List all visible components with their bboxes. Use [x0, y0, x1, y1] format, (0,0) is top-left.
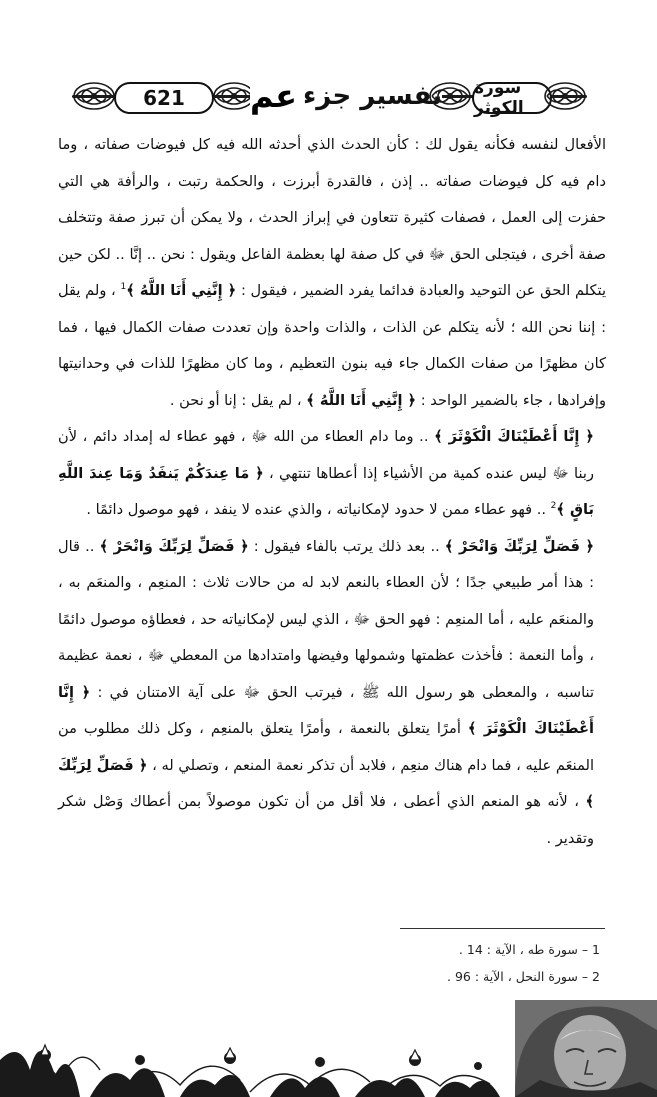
sura-name: سورة الكوثر [472, 82, 552, 114]
right-ornament-icon [543, 80, 587, 112]
page-number: 621 [114, 82, 214, 114]
footnotes [300, 936, 600, 990]
quran-verse: ﴿ فَصَلِّ لِرَبِّكَ ﴾ [58, 756, 595, 810]
footnote-ref-2[interactable]: 2 [550, 501, 557, 512]
paragraph-3-text-d: ، لأنه هو المنعم الذي أعطى ، فلا أقل من أن تكون موصولاً بمن أعطاك وَصْل شكر وتقدير . [58, 793, 594, 847]
quran-verse: ﴿ إِنَّنِي أَنَا اللَّهُ ﴾ [126, 282, 237, 299]
paragraph-3-text-b: .. قال : هذا أمر طبيعي جدًا ؛ لأن العطاء بالنعم لابد له من حالات ثلاث : المنعِم ، والمنعَم به ، والمنعَم عليه ، أما المنعِم : فهو الحق ﷻ ، الذي ليس لإمكانياته حد ، فعطاؤه موصول دائمًا ، وأما النعمة : فأخذت عظمتها وشمولها وفيضها وامتدادها من المعطي ﷻ ، نعمة عظيمة تناسبه ، والمعطى هو رسول الله ﷺ ، فيرتب الحق ﷻ على آية الامتنان في : [58, 537, 595, 701]
book-title-emphasis: عم [250, 77, 297, 115]
quran-verse: ﴿ فَصَلِّ لِرَبِّكَ وَانْحَرْ ﴾ [444, 537, 594, 555]
left-ornament-icon [72, 80, 116, 112]
quran-verse: ﴿ إِنَّنِي أَنَا اللَّهُ ﴾ [306, 391, 417, 409]
portrait-vignette [515, 1000, 657, 1097]
footnote-2: 2 – سورة النحل ، الآية : 96 . [446, 969, 600, 984]
paragraph-1-text-b: ، ولم يقل : إننا نحن الله ؛ لأنه يتكلم عن الذات ، والذات واحدة وإن تعددت صفات الكمال فيها ، فما كان مظهرًا من صفات الكمال جاء فيه بنون التعظيم ، وما كان مظهرًا للذات في وحدانيتها وإفرادها ، جاء بالضمير الواحد : [58, 282, 606, 409]
footnote-ref-1[interactable]: 1 [120, 282, 127, 293]
footnote-1: 1 – سورة طه ، الآية : 14 . [458, 942, 600, 957]
quran-verse: ﴿ مَا عِندَكُمْ يَنفَدُ وَمَا عِندَ اللَّهِ بَاقٍ ﴾ [58, 464, 594, 518]
paragraph-1 [58, 127, 606, 419]
paragraph-3-text-c: أمرًا يتعلق بالنعمة ، وأمرًا يتعلق بالمنعِم ، وكل ذلك مطلوب من المنعَم عليه ، فما دام هناك منعِم ، فلابد أن تذكر نعمة المنعم ، وتصلي له ، [58, 720, 595, 774]
mid-right-ornament-icon [428, 80, 472, 112]
page-header [72, 72, 587, 120]
paragraph-2-text-b: .. فهو عطاء ممن لا حدود لإمكانياته ، والذي عنده لا ينفد ، فهو موصول دائمًا . [86, 501, 546, 518]
book-title-main: تفسير جزء [302, 81, 442, 111]
paragraph-3 [58, 529, 606, 858]
paragraph-3-text: .. بعد ذلك يرتب بالفاء فيقول : [253, 537, 440, 555]
paragraph-2-text: .. وما دام العطاء من الله ﷻ ، فهو عطاء له إمداد دائم ، لأن ربنا ﷻ ليس عنده كمية من الأشياء إذا أعطاها تنتهي ، [58, 428, 594, 482]
paragraph-1-tail: ، لم يقل : إنا أو نحن . [169, 391, 302, 409]
paragraph-2 [58, 419, 606, 529]
paragraph-1-text: الأفعال لنفسه فكأنه يقول لك : كأن الحدث الذي أحدثه الله فيه كل فيوضات صفاته ، وما دام فيه كل فيوضات صفاته .. إذن ، فالقدرة أبرزت ، والحكمة رتبت ، والرأفة هي التي حفزت إلى العمل ، فصفات كثيرة تتعاون في إبراز الحدث ، ولا يمكن أن تبرز صفة وتتخلف صفة أخرى ، فيتجلى الحق ﷻ في كل صفة لها بعظمة الفاعل ويقول : نحن .. إنَّا .. لكن حين يتكلم الحق عن التوحيد والعبادة فدائما يفرد الضمير ، فيقول : [58, 136, 607, 299]
floral-border-decoration [0, 1000, 657, 1097]
book-title [250, 74, 442, 118]
body-text [58, 127, 606, 857]
quran-verse: ﴿ إِنَّا أَعْطَيْنَاكَ الْكَوْثَرَ ﴾ [434, 428, 594, 445]
quran-verse: ﴿ فَصَلِّ لِرَبِّكَ وَانْحَرْ ﴾ [99, 537, 249, 555]
footnote-divider [400, 928, 605, 929]
quran-verse: ﴿ إِنَّا أَعْطَيْنَاكَ الْكَوْثَرَ ﴾ [58, 683, 594, 737]
